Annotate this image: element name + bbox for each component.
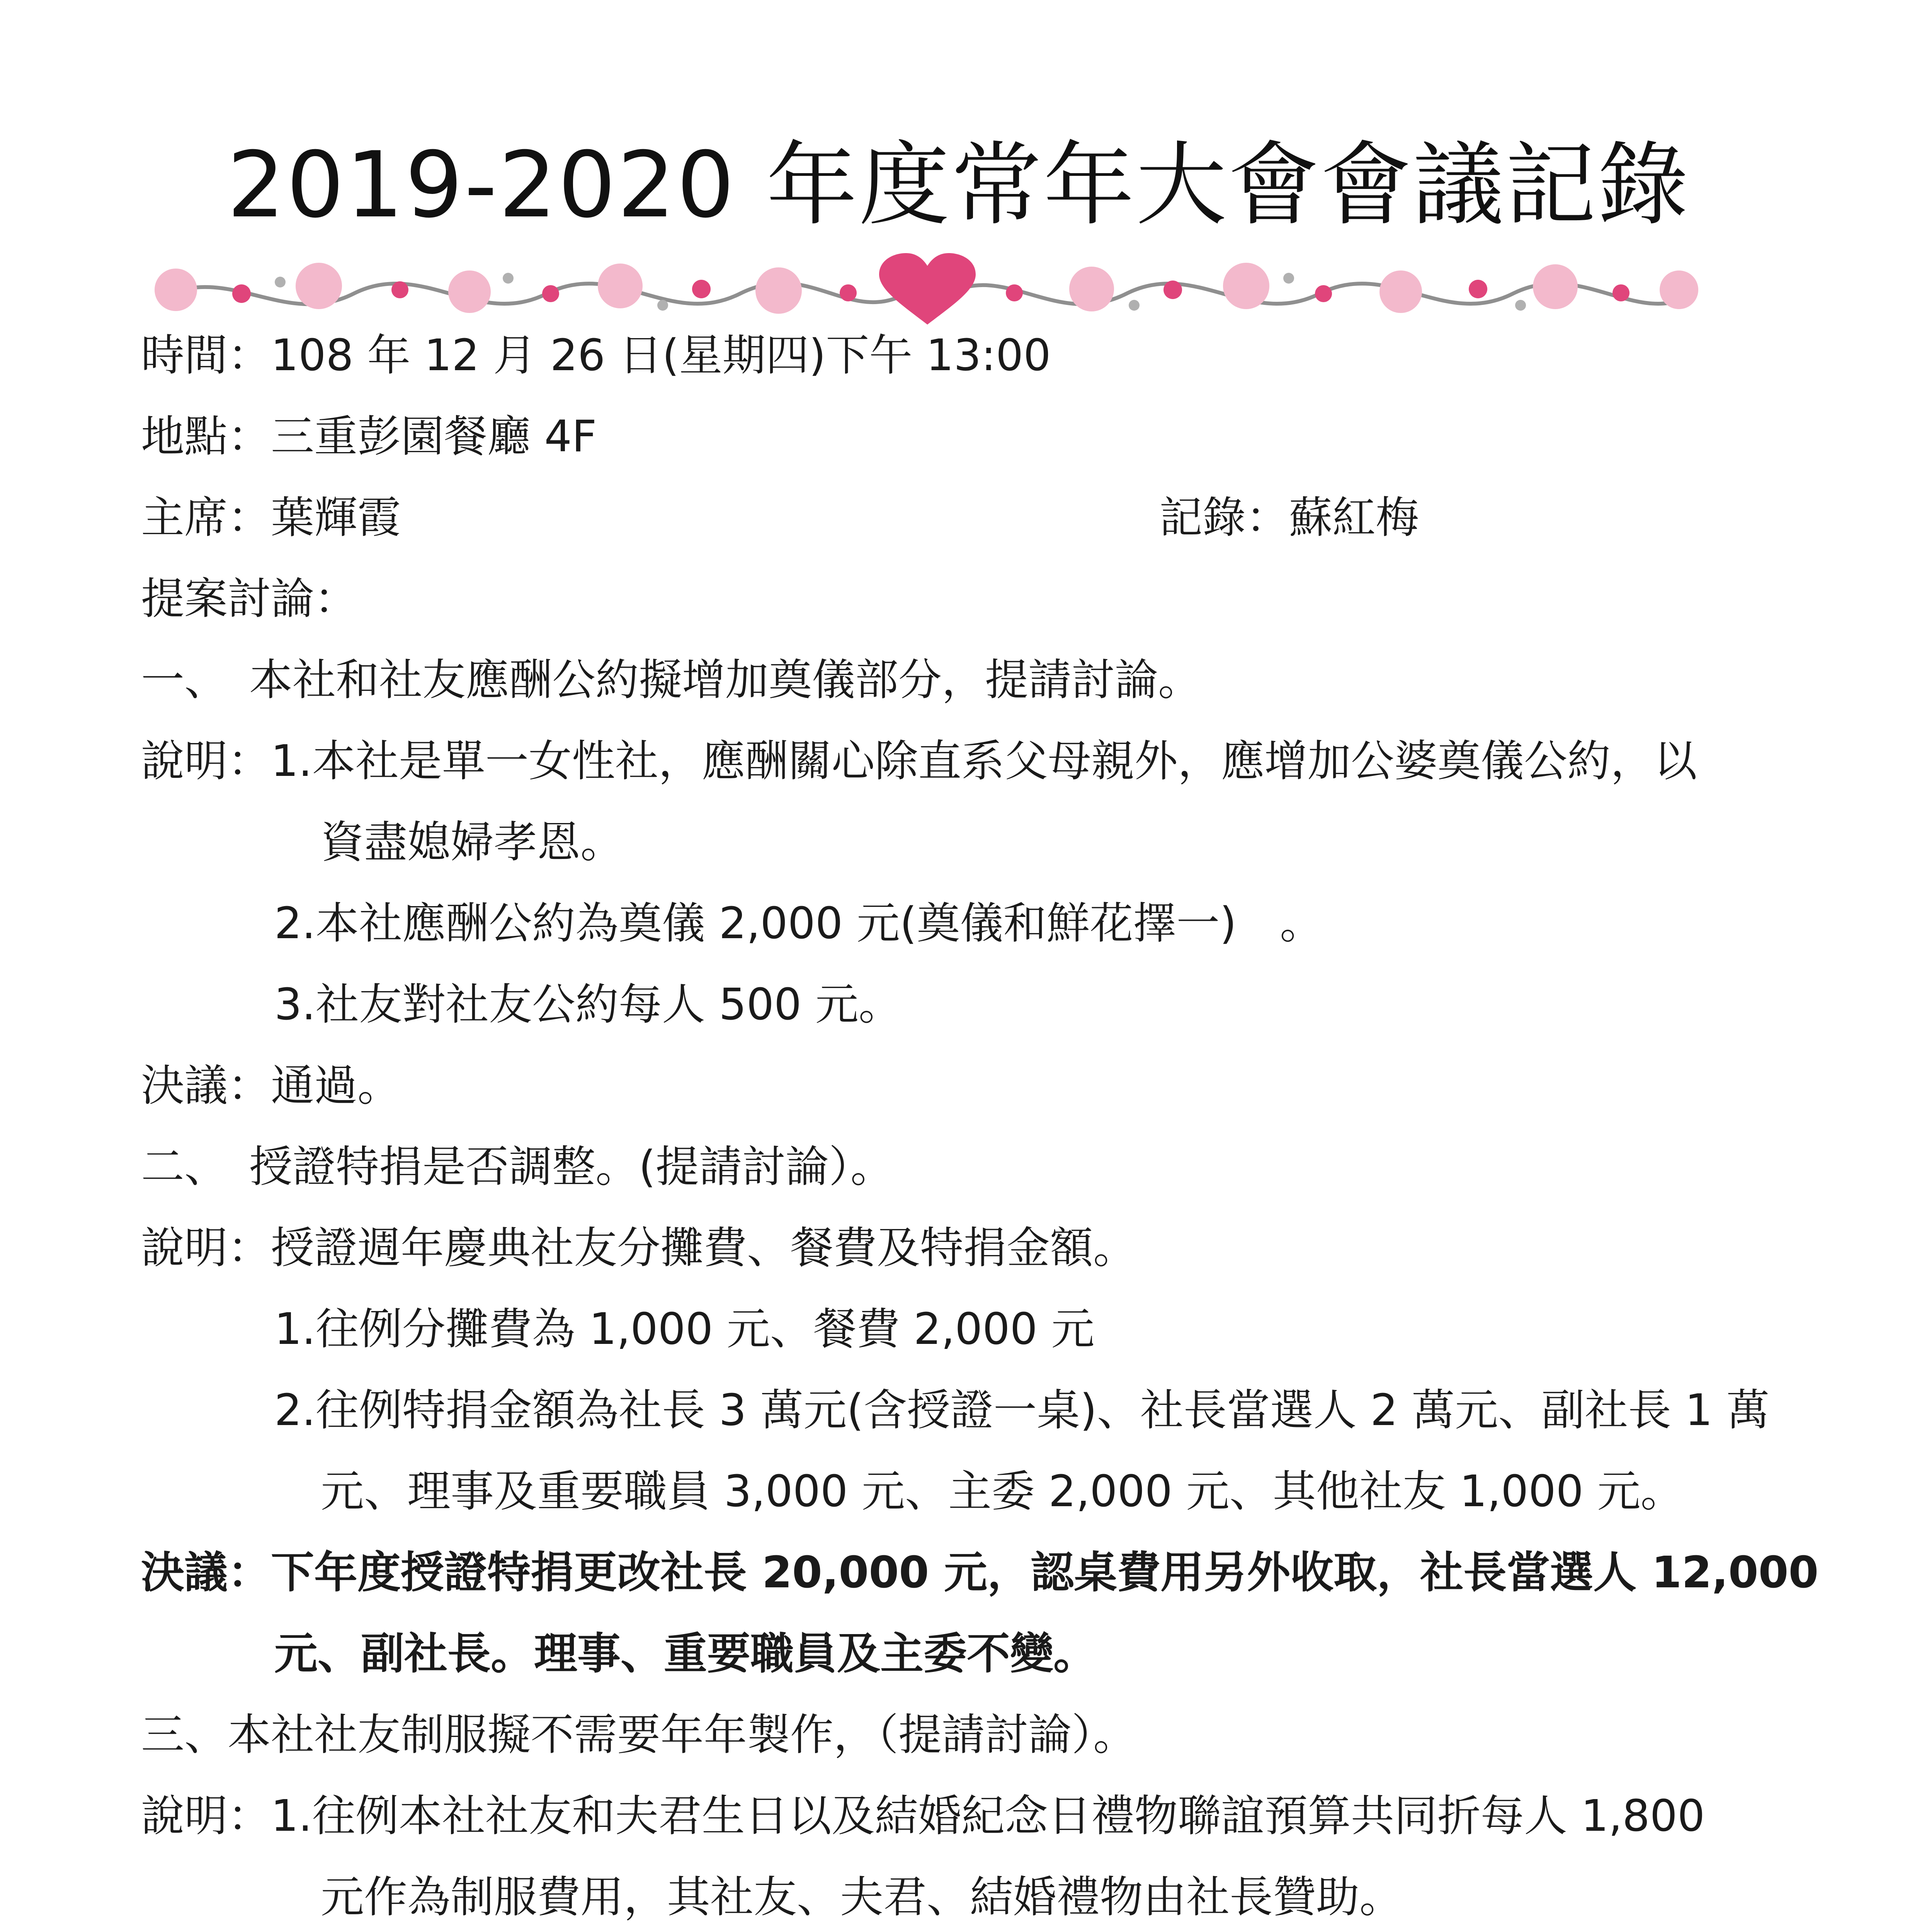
item-one-title: 一、 本社和社友應酬公約擬增加奠儀部分，提請討論。 xyxy=(141,655,1201,705)
item-two-resolution-b: 元、副社長。理事、重要職員及主委不變。 xyxy=(274,1629,1097,1679)
item-three-desc-1b: 元作為制服費用，其社友、夫君、結婚禮物由社長贊助。 xyxy=(321,1872,1403,1922)
item-three-title: 三、本社社友制服擬不需要年年製作，（提請討論）。 xyxy=(141,1710,1136,1760)
page-title: 2019-2020 年度常年大會會議記錄 xyxy=(227,133,1690,238)
item-two-desc-1: 1.往例分攤費為 1,000 元、餐費 2,000 元 xyxy=(274,1304,1095,1354)
meeting-time: 時間：108 年 12 月 26 日(星期四)下午 13:00 xyxy=(141,330,1051,381)
item-one-desc-2: 2.本社應酬公約為奠儀 2,000 元(奠儀和鮮花擇一) 。 xyxy=(274,898,1323,949)
item-one-desc-1b: 資盡媳婦孝恩。 xyxy=(321,817,624,867)
item-one-desc-3: 3.社友對社友公約每人 500 元。 xyxy=(274,980,902,1030)
item-one-desc-1a: 說明：1.本社是單一女性社，應酬關心除直系父母親外，應增加公婆奠儀公約，以 xyxy=(141,736,1697,786)
meeting-recorder: 記錄：蘇紅梅 xyxy=(1159,493,1419,543)
meeting-place: 地點：三重彭園餐廳 4F xyxy=(141,412,597,462)
meeting-chair: 主席：葉輝霞 xyxy=(141,493,401,543)
item-two-desc-2a: 2.往例特捐金額為社長 3 萬元(含授證一桌)、社長當選人 2 萬元、副社長 1 萬 xyxy=(274,1385,1770,1435)
item-two-title: 二、 授證特捐是否調整。(提請討論）。 xyxy=(141,1142,894,1192)
item-one-resolution: 決議：通過。 xyxy=(141,1061,401,1111)
discussion-heading: 提案討論： xyxy=(141,574,357,624)
item-two-desc-2b: 元、理事及重要職員 3,000 元、主委 2,000 元、其他社友 1,000 元。 xyxy=(321,1466,1684,1517)
floral-divider-ornament xyxy=(153,247,1702,336)
item-two-resolution-a: 決議：下年度授證特捐更改社長 20,000 元，認桌費用另外收取，社長當選人 12,000 xyxy=(141,1548,1819,1598)
item-three-desc-1a: 說明：1.往例本社社友和夫君生日以及結婚紀念日禮物聯誼預算共同折每人 1,800 xyxy=(141,1791,1705,1841)
item-two-desc: 說明：授證週年慶典社友分攤費、餐費及特捐金額。 xyxy=(141,1223,1136,1273)
